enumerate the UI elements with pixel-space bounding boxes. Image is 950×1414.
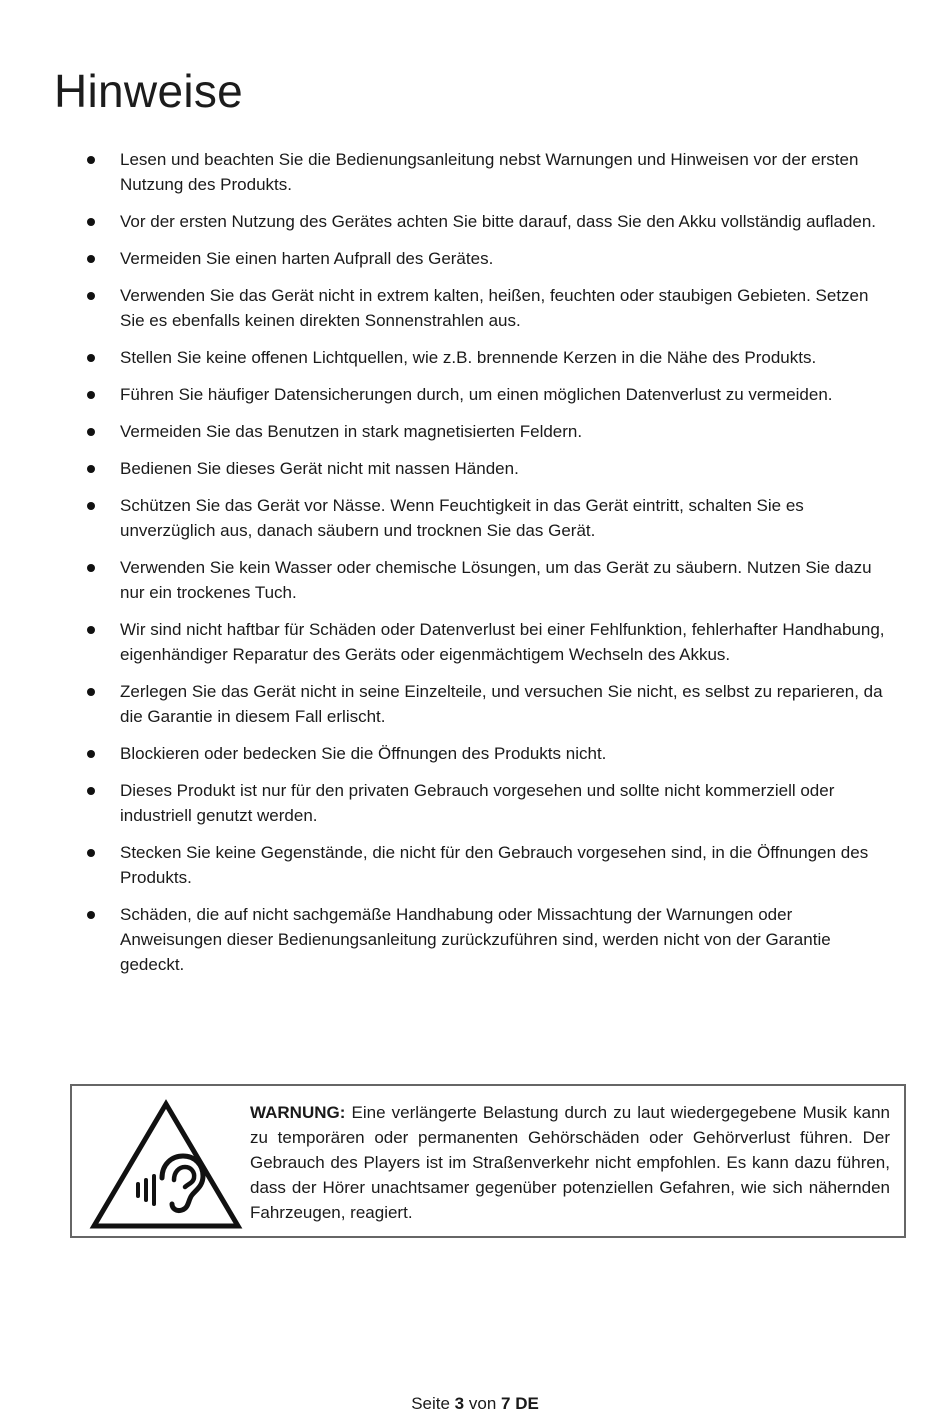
bullet-icon bbox=[87, 354, 95, 362]
page-number: 3 bbox=[454, 1394, 465, 1413]
list-item bbox=[0, 679, 950, 729]
bullet-icon bbox=[87, 218, 95, 226]
bullet-icon bbox=[87, 750, 95, 758]
list-item-text: Verwenden Sie das Gerät nicht in extrem kalten, heißen, feuchten oder staubigen Gebieten. Setzen Sie es ebenfalls keinen direkten Sonnenstrahlen aus. bbox=[120, 286, 869, 330]
list-item-text: Vor der ersten Nutzung des Gerätes achten Sie bitte darauf, dass Sie den Akku vollständig aufladen. bbox=[120, 212, 877, 231]
bullet-icon bbox=[87, 849, 95, 857]
list-item-text: Schützen Sie das Gerät vor Nässe. Wenn Feuchtigkeit in das Gerät eintritt, schalten Sie es unverzüglich aus, danach säubern und trocknen Sie das Gerät. bbox=[120, 496, 804, 540]
bullet-icon bbox=[87, 787, 95, 795]
hearing-warning-icon bbox=[88, 1096, 244, 1232]
bullet-icon bbox=[87, 911, 95, 919]
warning-box bbox=[70, 1084, 906, 1238]
list-item-text: Lesen und beachten Sie die Bedienungsanleitung nebst Warnungen und Hinweisen vor der ersten Nutzung des Produkts. bbox=[120, 150, 859, 194]
list-item bbox=[0, 840, 950, 890]
footer-prefix: Seite bbox=[411, 1394, 455, 1413]
bullet-icon bbox=[87, 465, 95, 473]
page-total: 7 bbox=[501, 1394, 511, 1413]
list-item bbox=[0, 246, 950, 271]
list-item-text: Dieses Produkt ist nur für den privaten Gebrauch vorgesehen und sollte nicht kommerziell oder industriell genutzt werden. bbox=[120, 781, 835, 825]
list-item bbox=[0, 493, 950, 543]
list-item bbox=[0, 778, 950, 828]
list-item-text: Blockieren oder bedecken Sie die Öffnungen des Produkts nicht. bbox=[120, 744, 607, 763]
bullet-icon bbox=[87, 255, 95, 263]
bullet-icon bbox=[87, 502, 95, 510]
language-code: DE bbox=[510, 1394, 539, 1413]
list-item-text: Stellen Sie keine offenen Lichtquellen, wie z.B. brennende Kerzen in die Nähe des Produkts. bbox=[120, 348, 817, 367]
list-item-text: Wir sind nicht haftbar für Schäden oder Datenverlust bei einer Fehlfunktion, fehlerhafter Handhabung, eigenhändiger Reparatur des Geräts oder eigenmächtigem Wechseln des Akkus. bbox=[120, 620, 885, 664]
bullet-icon bbox=[87, 428, 95, 436]
list-item bbox=[0, 419, 950, 444]
bullet-icon bbox=[87, 292, 95, 300]
list-item-text: Vermeiden Sie einen harten Aufprall des Gerätes. bbox=[120, 249, 494, 268]
list-item bbox=[0, 209, 950, 234]
notes-list bbox=[0, 147, 950, 989]
warning-label: WARNUNG: bbox=[250, 1103, 346, 1122]
list-item-text: Bedienen Sie dieses Gerät nicht mit nassen Händen. bbox=[120, 459, 519, 478]
list-item bbox=[0, 283, 950, 333]
list-item bbox=[0, 382, 950, 407]
warning-text bbox=[250, 1100, 890, 1225]
list-item bbox=[0, 147, 950, 197]
list-item bbox=[0, 555, 950, 605]
bullet-icon bbox=[87, 564, 95, 572]
bullet-icon bbox=[87, 156, 95, 164]
list-item-text: Verwenden Sie kein Wasser oder chemische Lösungen, um das Gerät zu säubern. Nutzen Sie dazu nur ein trockenes Tuch. bbox=[120, 558, 872, 602]
list-item bbox=[0, 741, 950, 766]
warning-body: Eine verlängerte Belastung durch zu laut wiedergegebene Musik kann zu temporären oder permanenten Gehörschäden oder Gehörverlust führen. Der Gebrauch des Players ist im Straßenverkehr nicht empfohlen. Es kann dazu führen, dass der Hörer unachtsamer gegenüber potenziellen Gefahren, wie sich nähernden Fahrzeugen, reagiert. bbox=[250, 1103, 890, 1222]
bullet-icon bbox=[87, 688, 95, 696]
list-item bbox=[0, 617, 950, 667]
list-item bbox=[0, 345, 950, 370]
list-item-text: Schäden, die auf nicht sachgemäße Handhabung oder Missachtung der Warnungen oder Anweisungen dieser Bedienungsanleitung zurückzuführen sind, werden nicht von der Garantie gedeckt. bbox=[120, 905, 831, 974]
list-item bbox=[0, 902, 950, 977]
footer-middle: von bbox=[464, 1394, 501, 1413]
list-item-text: Vermeiden Sie das Benutzen in stark magnetisierten Feldern. bbox=[120, 422, 583, 441]
bullet-icon bbox=[87, 626, 95, 634]
list-item-text: Führen Sie häufiger Datensicherungen durch, um einen möglichen Datenverlust zu vermeiden. bbox=[120, 385, 833, 404]
list-item-text: Stecken Sie keine Gegenstände, die nicht für den Gebrauch vorgesehen sind, in die Öffnungen des Produkts. bbox=[120, 843, 869, 887]
list-item bbox=[0, 456, 950, 481]
page-footer bbox=[0, 1394, 950, 1414]
page-title: Hinweise bbox=[54, 65, 244, 117]
bullet-icon bbox=[87, 391, 95, 399]
list-item-text: Zerlegen Sie das Gerät nicht in seine Einzelteile, und versuchen Sie nicht, es selbst zu reparieren, da die Garantie in diesem Fall erlischt. bbox=[120, 682, 883, 726]
